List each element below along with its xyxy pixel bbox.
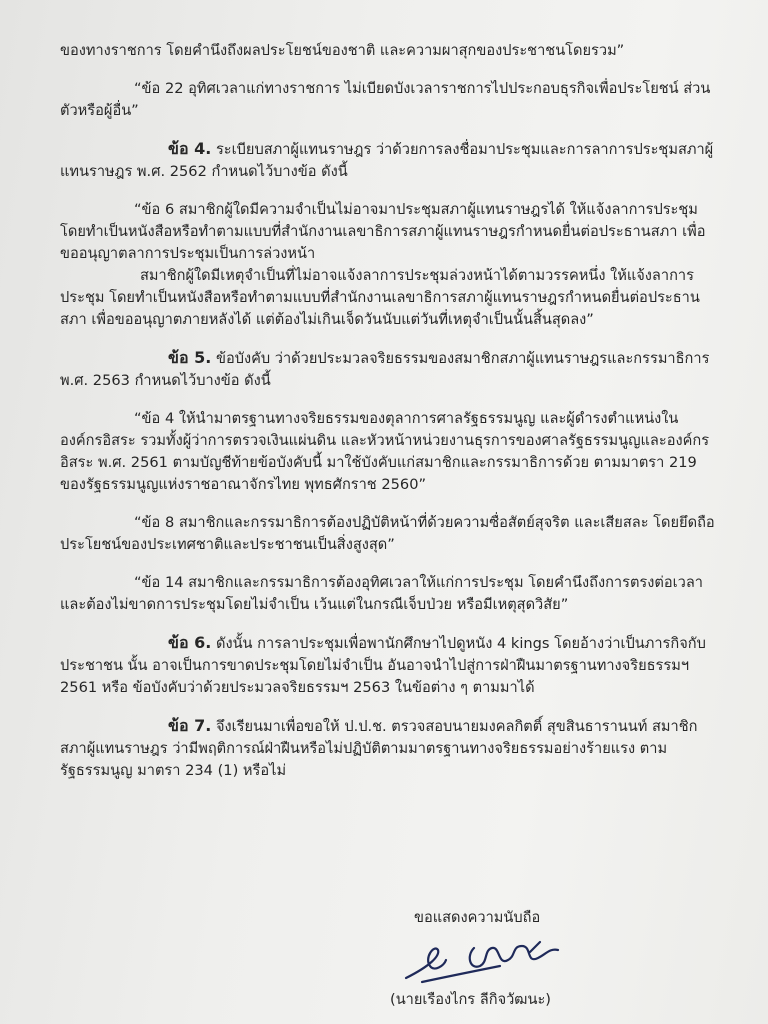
section-5-text: ข้อบังคับ ว่าด้วยประมวลจริยธรรมของสมาชิกสภาผู้แทนราษฎรและกรรมาธิการ พ.ศ. 2563 กำหนดไว้บางข้อ ดังนี้ (60, 350, 710, 389)
quote-clause-22: “ข้อ 22 อุทิศเวลาแก่ทางราชการ ไม่เบียดบังเวลาราชการไปประกอบธุรกิจเพื่อประโยชน์ ส่วนตัวหรือผู้อื่น” (60, 80, 711, 119)
paragraph-continuation: ของทางราชการ โดยคำนึงถึงผลประโยชน์ของชาติ และความผาสุกของประชาชนโดยรวม” (60, 42, 625, 59)
section-number: ข้อ 7. (168, 716, 212, 735)
section-6-paragraph (60, 632, 720, 699)
letter-body (60, 40, 720, 782)
quote-clause-8: “ข้อ 8 สมาชิกและกรรมาธิการต้องปฏิบัติหน้าที่ด้วยความซื่อสัตย์สุจริต และเสียสละ โดยยึดถือประโยชน์ของประเทศชาติและประชาชนเป็นสิ่งสูงสุด” (60, 514, 715, 553)
section-number: ข้อ 4. (168, 139, 212, 158)
section-4-paragraph (60, 138, 720, 183)
section-6-text: ดังนั้น การลาประชุมเพื่อพานักศึกษาไปดูหนัง 4 kings โดยอ้างว่าเป็นภารกิจกับประชาชน นั้น อาจเป็นการขาดประชุมโดยไม่จำเป็น อันอาจนำไปสู่การฝ่าฝืนมาตรฐานทางจริยธรรมฯ 2561 หรือ ข้อบังคับว่าด้วยประมวลจริยธรรมฯ 2563 ในข้อต่าง ๆ ตามมาได้ (60, 635, 706, 696)
signer-name: (นายเรืองไกร ลีกิจวัฒนะ) (390, 991, 552, 1008)
handwritten-signature (400, 936, 575, 992)
quote-clause-6-para-2: สมาชิกผู้ใดมีเหตุจำเป็นที่ไม่อาจแจ้งลาการประชุมล่วงหน้าได้ตามวรรคหนึ่ง ให้แจ้งลาการประชุม โดยทำเป็นหนังสือหรือทำตามแบบที่สำนักงานเลขาธิการสภาผู้แทนราษฎรกำหนดยื่นต่อประธานสภา เพื่อขออนุญาตภายหลังได้ แต่ต้องไม่เกินเจ็ดวันนับแต่วันที่เหตุจำเป็นนั้นสิ้นสุดลง” (60, 267, 700, 328)
quote-clause-6: “ข้อ 6 สมาชิกผู้ใดมีความจำเป็นไม่อาจมาประชุมสภาผู้แทนราษฎรได้ ให้แจ้งลาการประชุม โดยทำเป็นหนังสือหรือทำตามแบบที่สำนักงานเลขาธิการสภาผู้แทนราษฎรกำหนดยื่นต่อประธานสภา เพื่อขออนุญาตลาการประชุมเป็นการล่วงหน้า (60, 201, 706, 262)
section-number: ข้อ 6. (168, 633, 212, 652)
closing-salutation: ขอแสดงความนับถือ (414, 909, 541, 926)
quote-clause-14: “ข้อ 14 สมาชิกและกรรมาธิการต้องอุทิศเวลาให้แก่การประชุม โดยคำนึงถึงการตรงต่อเวลา และต้องไม่ขาดการประชุมโดยไม่จำเป็น เว้นแต่ในกรณีเจ็บป่วย หรือมีเหตุสุดวิสัย” (60, 574, 703, 613)
quote-clause-4: “ข้อ 4 ให้นำมาตรฐานทางจริยธรรมของตุลาการศาลรัฐธรรมนูญ และผู้ดำรงตำแหน่งในองค์กรอิสระ รวมทั้งผู้ว่าการตรวจเงินแผ่นดิน และหัวหน้าหน่วยงานธุรการของศาลรัฐธรรมนูญและองค์กรอิสระ พ.ศ. 2561 ตามบัญชีท้ายข้อบังคับนี้ มาใช้บังคับแก่สมาชิกและกรรมาธิการด้วย ตามมาตรา 219 ของรัฐธรรมนูญแห่งราชอาณาจักรไทย พุทธศักราช 2560” (60, 410, 710, 493)
section-number: ข้อ 5. (168, 348, 212, 367)
section-7-paragraph (60, 715, 720, 782)
section-5-paragraph (60, 347, 720, 392)
section-4-text: ระเบียบสภาผู้แทนราษฎร ว่าด้วยการลงชื่อมาประชุมและการลาการประชุมสภาผู้แทนราษฎร พ.ศ. 2562 กำหนดไว้บางข้อ ดังนี้ (60, 141, 714, 180)
section-7-text: จึงเรียนมาเพื่อขอให้ ป.ป.ช. ตรวจสอบนายมงคลกิตติ์ สุขสินธารานนท์ สมาชิกสภาผู้แทนราษฎร ว่ามีพฤติการณ์ฝ่าฝืนหรือไม่ปฏิบัติตามมาตรฐานทางจริยธรรมอย่างร้ายแรง ตามรัฐธรรมนูญ มาตรา 234 (1) หรือไม่ (60, 718, 698, 779)
